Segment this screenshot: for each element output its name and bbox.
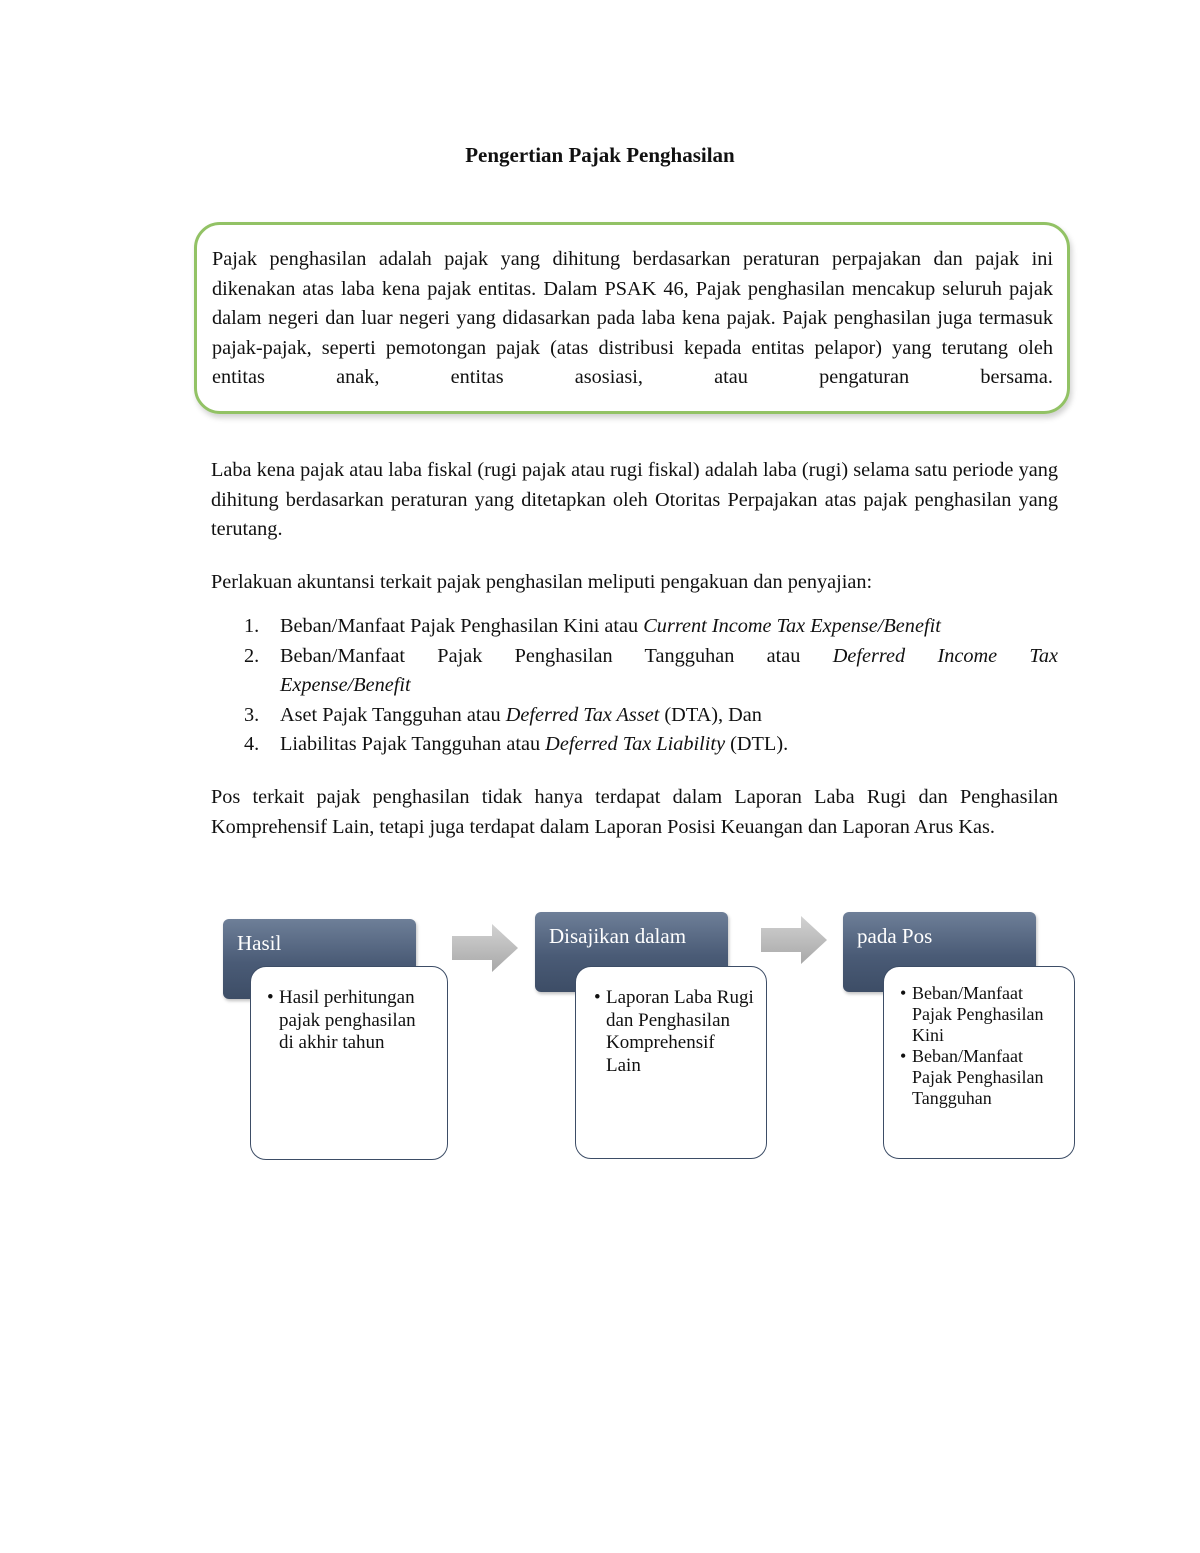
paragraph-laba-kena-pajak: Laba kena pajak atau laba fiskal (rugi pajak atau rugi fiskal) adalah laba (rugi) selama satu periode yang dihitung berdasarkan peraturan yang ditetapkan oleh Otoritas Perpajakan atas pajak penghasilan yang terutang. — [211, 459, 1058, 540]
treatment-list — [211, 612, 1058, 760]
list-item: 2. Beban/Manfaat Pajak Penghasilan Tangguhan atau Deferred Income Tax Expense/Benefit — [244, 644, 1058, 696]
list-item: 3. Aset Pajak Tangguhan atau Deferred Tax Asset (DTA), Dan — [244, 703, 762, 726]
page-title: Pengertian Pajak Penghasilan — [465, 143, 735, 167]
definition-callout — [194, 222, 1070, 414]
step-header-pada-pos: pada Pos — [843, 912, 1036, 992]
right-arrow-icon — [450, 922, 520, 974]
step-header-disajikan: Disajikan dalam — [535, 912, 728, 992]
step-item: • Beban/Manfaat Pajak Penghasilan Kini — [900, 983, 1062, 1046]
step-card-pada-pos — [883, 966, 1075, 1159]
paragraph-pos: Pos terkait pajak penghasilan tidak hanya terdapat dalam Laporan Laba Rugi dan Penghasilan Komprehensif Lain, tetapi juga terdapat dalam Laporan Posisi Keuangan dan Laporan Arus Kas. — [211, 786, 1058, 838]
step-item: • Laporan Laba Rugi dan Penghasilan Komprehensif Lain — [594, 987, 754, 1077]
step-card-hasil — [250, 966, 448, 1160]
list-item: 1. Beban/Manfaat Pajak Penghasilan Kini atau Current Income Tax Expense/Benefit — [244, 615, 941, 637]
paragraph-perlakuan: Perlakuan akuntansi terkait pajak penghasilan meliputi pengakuan dan penyajian: — [211, 571, 873, 593]
step-item: • Hasil perhitungan pajak penghasilan di akhir tahun — [267, 987, 433, 1055]
list-item: 4. Liabilitas Pajak Tangguhan atau Deferred Tax Liability (DTL). — [244, 733, 789, 755]
step-header-hasil: Hasil — [223, 919, 416, 999]
step-item: • Beban/Manfaat Pajak Penghasilan Tangguhan — [900, 1046, 1062, 1109]
step-card-disajikan — [575, 966, 767, 1159]
right-arrow-icon — [759, 914, 829, 966]
definition-text: Pajak penghasilan adalah pajak yang dihitung berdasarkan peraturan perpajakan dan pajak ini dikenakan atas laba kena pajak entitas. Dalam PSAK 46, Pajak penghasilan mencakup seluruh pajak dalam negeri dan luar negeri yang didasarkan pada laba kena pajak. Pajak penghasilan juga termasuk pajak-pajak, seperti pemotongan pajak (atas distribusi kepada entitas pelapor) yang terutang oleh entitas anak, entitas asosiasi, atau pengaturan bersama. — [212, 248, 1053, 388]
